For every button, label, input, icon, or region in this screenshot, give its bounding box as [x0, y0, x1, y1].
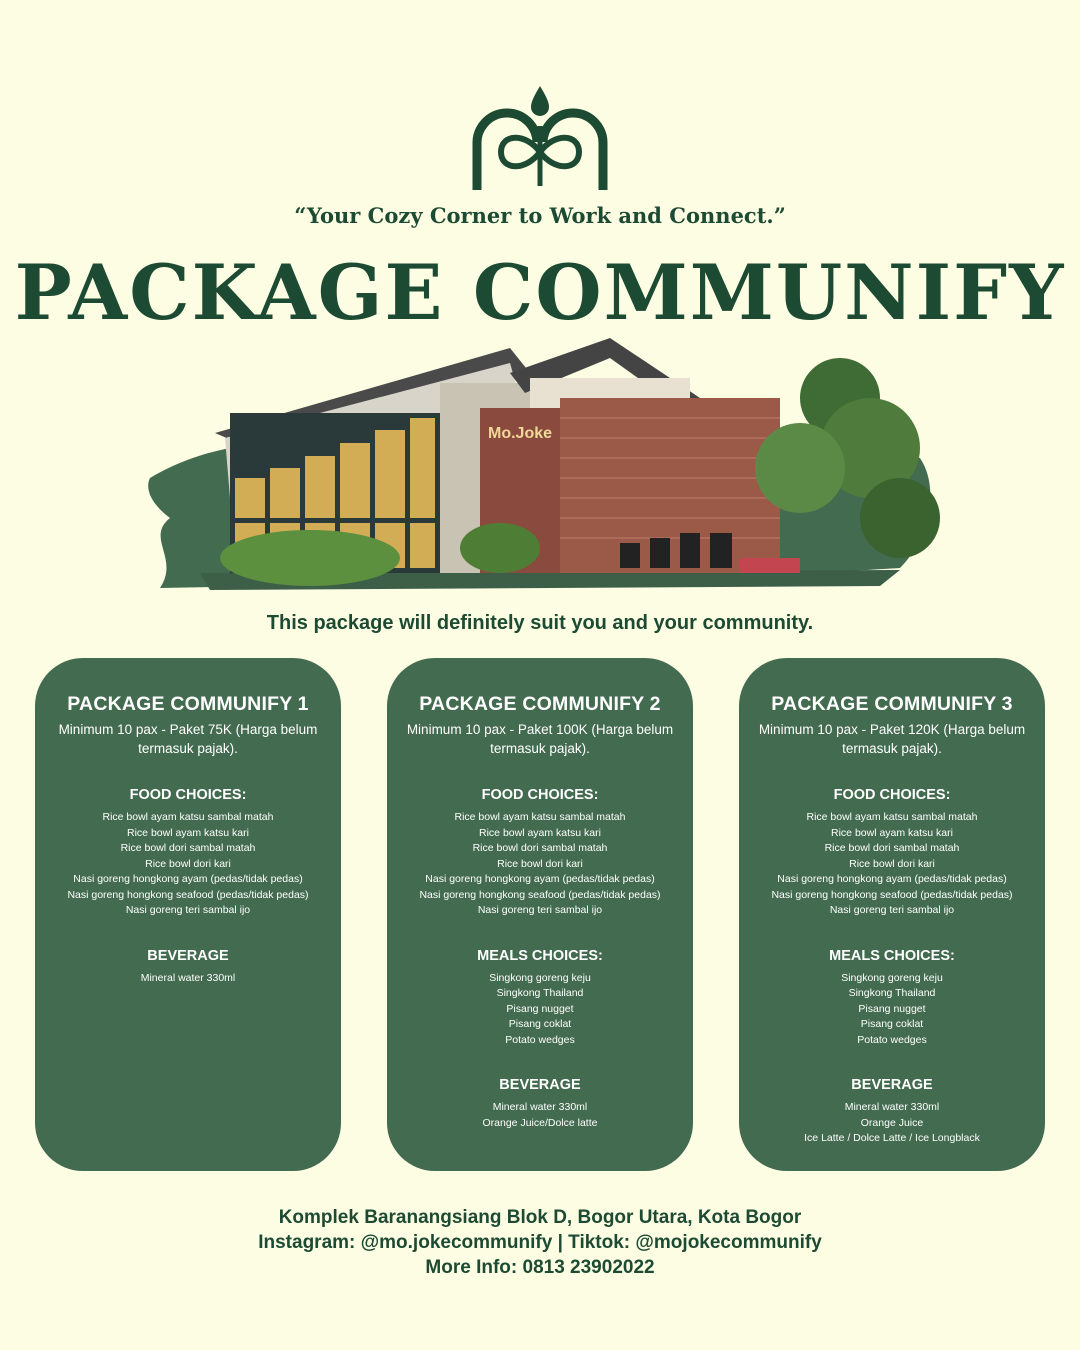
footer [0, 1205, 1080, 1280]
list-item: Mineral water 330ml [140, 971, 236, 984]
list-item: Rice bowl dori sambal matah [824, 842, 960, 854]
list-item: Nasi goreng hongkong ayam (pedas/tidak pedas) [73, 873, 303, 885]
list-item: Rice bowl ayam katsu sambal matah [102, 811, 274, 823]
item-list [749, 971, 1035, 1049]
list-item: Rice bowl dori sambal matah [472, 842, 608, 854]
item-list [45, 971, 331, 987]
mojoke-logo [465, 82, 615, 197]
item-list [45, 810, 331, 919]
package-card-3 [739, 658, 1045, 1171]
package-card-2 [387, 658, 693, 1171]
item-list [749, 810, 1035, 919]
contact-info: More Info: 0813 23902022 [425, 1257, 655, 1278]
tagline: “Your Cozy Corner to Work and Connect.” [294, 203, 786, 228]
list-item: Pisang nugget [858, 1002, 926, 1015]
package-subtitle: Minimum 10 pax - Paket 120K (Harga belum termasuk pajak). [758, 722, 1026, 756]
list-item: Rice bowl ayam katsu kari [127, 826, 249, 839]
item-list [397, 971, 683, 1049]
page-title: PACKAGE COMMUNIFY [14, 248, 1066, 337]
section-title: BEVERAGE [147, 947, 229, 964]
list-item: Mineral water 330ml [844, 1101, 940, 1113]
package-subtitle: Minimum 10 pax - Paket 100K (Harga belum termasuk pajak). [406, 722, 674, 756]
list-item: Nasi goreng hongkong seafood (pedas/tidak pedas) [771, 888, 1013, 901]
section-title: BEVERAGE [851, 1077, 933, 1093]
list-item: Nasi goreng hongkong seafood (pedas/tidak pedas) [67, 888, 309, 901]
list-item: Pisang coklat [860, 1018, 924, 1030]
package-subtitle: Minimum 10 pax - Paket 75K (Harga belum termasuk pajak). [58, 722, 318, 756]
section-title: MEALS CHOICES: [829, 947, 955, 964]
list-item: Singkong Thailand [848, 987, 936, 999]
list-item: Rice bowl dori kari [145, 857, 231, 870]
package-title: PACKAGE COMMUNIFY 1 [67, 693, 309, 715]
list-item: Mineral water 330ml [492, 1101, 588, 1113]
list-item: Singkong goreng keju [489, 971, 591, 984]
list-item: Rice bowl ayam katsu sambal matah [806, 811, 978, 823]
list-item: Rice bowl dori kari [497, 857, 583, 870]
package-card-1 [35, 658, 341, 1171]
list-item: Ice Latte / Dolce Latte / Ice Longblack [804, 1132, 980, 1144]
list-item: Nasi goreng teri sambal ijo [829, 904, 955, 916]
section-title: BEVERAGE [499, 1077, 581, 1093]
list-item: Potato wedges [857, 1033, 927, 1046]
package-title: PACKAGE COMMUNIFY 2 [419, 693, 661, 715]
list-item: Rice bowl dori sambal matah [120, 842, 256, 854]
list-item: Pisang nugget [506, 1002, 574, 1015]
list-item: Orange Juice [860, 1116, 924, 1129]
package-title: PACKAGE COMMUNIFY 3 [771, 693, 1013, 715]
list-item: Rice bowl dori kari [849, 857, 935, 870]
address: Komplek Baranangsiang Blok D, Bogor Utara, Kota Bogor [278, 1207, 802, 1228]
social-handles: Instagram: @mo.jokecommunify | Tiktok: @mojokecommunify [258, 1232, 822, 1253]
list-item: Nasi goreng teri sambal ijo [125, 904, 251, 916]
item-list [397, 1100, 683, 1131]
list-item: Rice bowl ayam katsu sambal matah [454, 811, 626, 823]
item-list [749, 1100, 1035, 1147]
section-title: FOOD CHOICES: [129, 787, 247, 803]
item-list [397, 810, 683, 919]
subheading: This package will definitely suit you and your community. [266, 612, 814, 634]
list-item: Potato wedges [505, 1033, 575, 1046]
list-item: Nasi goreng teri sambal ijo [477, 904, 603, 916]
section-title: FOOD CHOICES: [833, 787, 951, 803]
list-item: Singkong Thailand [496, 987, 584, 999]
list-item: Nasi goreng hongkong ayam (pedas/tidak pedas) [425, 873, 655, 885]
cafe-building-photo [140, 338, 940, 593]
list-item: Nasi goreng hongkong seafood (pedas/tidak pedas) [419, 888, 661, 901]
list-item: Singkong goreng keju [841, 971, 943, 984]
cafe-sign: Mo.Joke [488, 425, 553, 442]
section-title: FOOD CHOICES: [481, 787, 599, 803]
list-item: Rice bowl ayam katsu kari [831, 826, 953, 839]
list-item: Pisang coklat [508, 1018, 572, 1030]
list-item: Orange Juice/Dolce latte [482, 1116, 598, 1129]
section-title: MEALS CHOICES: [477, 947, 603, 964]
list-item: Nasi goreng hongkong ayam (pedas/tidak pedas) [777, 873, 1007, 885]
list-item: Rice bowl ayam katsu kari [479, 826, 601, 839]
